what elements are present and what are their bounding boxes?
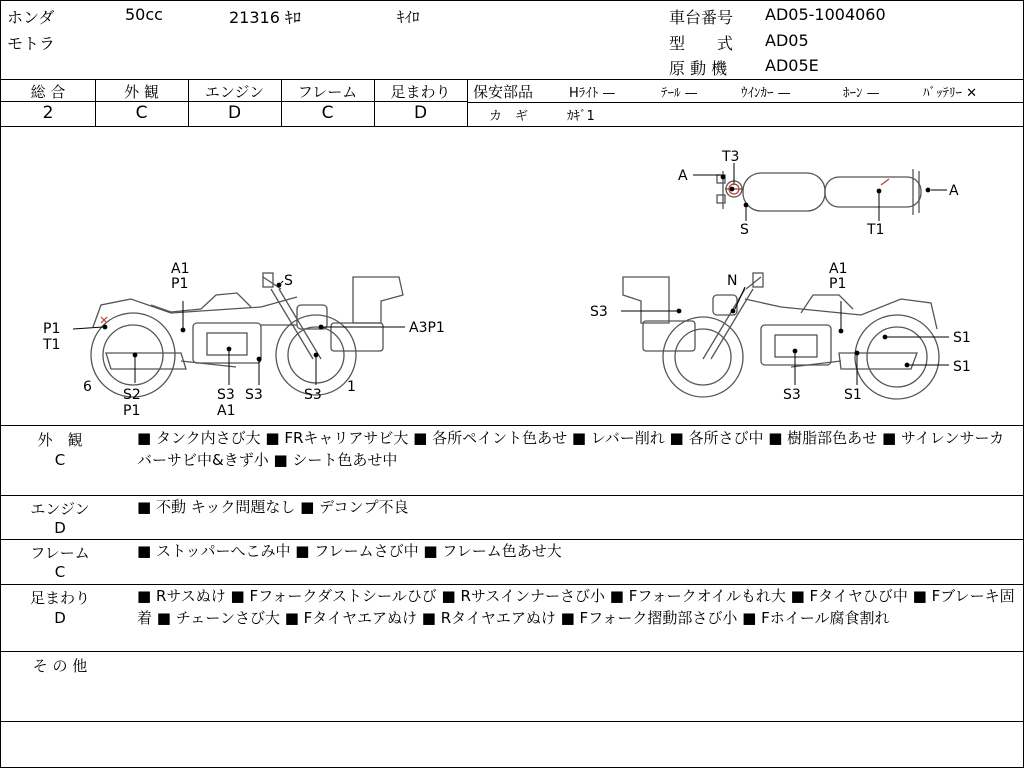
label-left-6: 6 bbox=[83, 379, 92, 395]
top-view-motorcycle bbox=[717, 169, 921, 215]
label-right-s3-bottom: S3 bbox=[783, 387, 801, 403]
engine-label: 原 動 機 bbox=[669, 59, 728, 78]
section-text-frame: ■ ストッパーへこみ中 ■ フレームさび中 ■ フレーム色あせ大 bbox=[137, 542, 562, 560]
label-left-p1-rear: P1 bbox=[43, 321, 61, 337]
grade-label-frame: フレーム bbox=[297, 83, 358, 101]
label-right-s1-bottom: S1 bbox=[844, 387, 862, 403]
section-label-engine: エンジン bbox=[30, 500, 90, 518]
label-right-s1-upper: S1 bbox=[953, 330, 971, 346]
section-text-suspension: ■ Rサスぬけ ■ Fフォークダストシールひび ■ Rサスインナーさび小 ■ Fフォークオイルもれ大 ■ Fタイヤひび中 ■ Fブレーキ固着 ■ チェーンさび大 ■ Fタイヤエアぬけ ■ Rタイヤエアぬけ ■ Fフォーク摺動部さび小 ■ Fホイール腐食割れ bbox=[137, 587, 1015, 627]
right-side-motorcycle bbox=[623, 273, 939, 399]
type-label: 型 式 bbox=[669, 34, 734, 53]
grade-value-overall: 2 bbox=[42, 103, 54, 123]
label-left-a3p1: A3P1 bbox=[409, 320, 445, 336]
section-grade-frame: C bbox=[54, 563, 66, 581]
damage-diagram bbox=[1, 127, 1023, 425]
label-left-s3-engine: S3 bbox=[217, 387, 235, 403]
label-left-a1-bottom: A1 bbox=[217, 403, 236, 419]
label-top-a-front: A bbox=[678, 168, 688, 184]
label-right-s3-carrier: S3 bbox=[590, 304, 608, 320]
grade-label-engine: エンジン bbox=[204, 83, 265, 101]
safety-item-horn: ﾎｰﾝ — bbox=[843, 86, 880, 101]
key-value: ｶｷﾞ1 bbox=[567, 109, 595, 124]
section-label-other: そ の 他 bbox=[32, 657, 88, 675]
label-left-p1-bottom: P1 bbox=[123, 403, 141, 419]
label-right-p1: P1 bbox=[829, 276, 847, 292]
safety-item-winker: ｳｲﾝｶｰ — bbox=[741, 86, 791, 101]
section-label-frame: フレーム bbox=[30, 544, 90, 562]
label-top-s: S bbox=[740, 222, 749, 238]
mileage: 21316 ｷﾛ bbox=[229, 8, 301, 27]
section-label-exterior: 外 観 bbox=[37, 431, 83, 449]
label-left-a1: A1 bbox=[171, 261, 190, 277]
label-left-s: S bbox=[284, 273, 293, 289]
mileage-unit: ｷｲﾛ bbox=[397, 8, 420, 26]
damage-highlights bbox=[101, 179, 889, 323]
section-grade-suspension: D bbox=[54, 609, 66, 627]
label-left-p1: P1 bbox=[171, 276, 189, 292]
safety-label: 保安部品 bbox=[473, 83, 534, 101]
model-name: モトラ bbox=[7, 34, 56, 53]
label-left-s3-fork: S3 bbox=[304, 387, 322, 403]
label-left-s3-frame: S3 bbox=[245, 387, 263, 403]
label-left-s2: S2 bbox=[123, 387, 141, 403]
safety-item-battery: ﾊﾞｯﾃﾘｰ ✕ bbox=[923, 86, 978, 101]
maker: ホンダ bbox=[7, 8, 55, 27]
label-right-s1-lower: S1 bbox=[953, 359, 971, 375]
label-left-t1: T1 bbox=[43, 337, 61, 353]
type-value: AD05 bbox=[765, 31, 809, 50]
grade-value-frame: C bbox=[321, 103, 334, 123]
safety-item-tail: ﾃｰﾙ — bbox=[661, 86, 698, 101]
label-right-a1: A1 bbox=[829, 261, 848, 277]
frame-label: 車台番号 bbox=[669, 8, 734, 27]
section-label-suspension: 足まわり bbox=[29, 589, 90, 607]
displacement: 50cc bbox=[125, 5, 163, 24]
grade-value-engine: D bbox=[227, 103, 242, 123]
section-grade-exterior: C bbox=[54, 451, 66, 469]
left-side-motorcycle bbox=[91, 273, 403, 397]
grade-value-suspension: D bbox=[413, 103, 428, 123]
grade-label-suspension: 足まわり bbox=[390, 83, 451, 101]
frame-number: AD05-1004060 bbox=[765, 5, 886, 24]
section-grade-engine: D bbox=[54, 519, 66, 537]
engine-value: AD05E bbox=[765, 56, 819, 75]
damage-marker-dots bbox=[103, 175, 931, 368]
grade-label-exterior: 外 観 bbox=[124, 83, 159, 101]
key-label: カ ギ bbox=[489, 109, 529, 124]
safety-item-headlight: Hﾗｲﾄ — bbox=[569, 86, 616, 101]
grade-value-exterior: C bbox=[135, 103, 148, 123]
section-text-exterior: ■ タンク内さび大 ■ FRキャリアサビ大 ■ 各所ペイント色あせ ■ レバー削れ ■ 各所さび中 ■ 樹脂部色あせ ■ サイレンサーカバーサビ中&きず小 ■ シート色あせ中 bbox=[137, 429, 1005, 469]
label-right-n: N bbox=[727, 273, 738, 289]
label-left-1: 1 bbox=[347, 379, 356, 395]
label-top-t1: T1 bbox=[867, 222, 885, 238]
grade-label-overall: 総 合 bbox=[30, 83, 66, 101]
section-text-engine: ■ 不動 キック問題なし ■ デコンプ不良 bbox=[137, 498, 409, 516]
label-top-t3: T3 bbox=[722, 149, 740, 165]
label-top-a-rear: A bbox=[949, 183, 959, 199]
